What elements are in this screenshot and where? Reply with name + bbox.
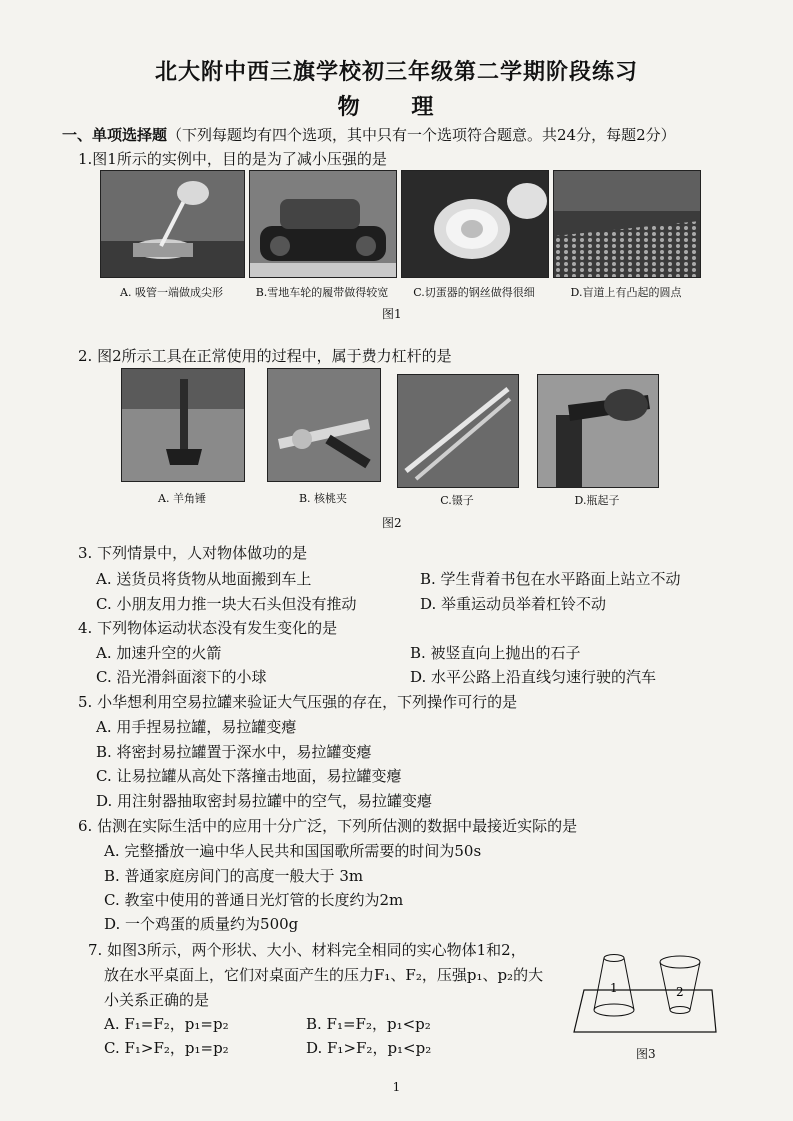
q3-option-a: A. 送货员将货物从地面搬到车上 <box>96 570 312 588</box>
photo-egg-slicer <box>401 170 549 278</box>
q6-option-a: A. 完整播放一遍中华人民共和国国歌所需要的时间为50s <box>104 842 482 860</box>
photo-tactile-paving <box>553 170 701 278</box>
q4-option-a: A. 加速升空的火箭 <box>96 644 222 662</box>
q6-option-d: D. 一个鸡蛋的质量约为500g <box>104 915 299 933</box>
subject-title: 物 理 <box>337 94 456 120</box>
q1-caption-c: C.切蛋器的钢丝做得很细 <box>413 286 535 299</box>
question-5-stem: 5. 小华想利用空易拉罐来验证大气压强的存在，下列操作可行的是 <box>78 693 518 711</box>
q5-option-d: D. 用注射器抽取密封易拉罐中的空气，易拉罐变瘪 <box>96 792 433 810</box>
figure-3-label: 图3 <box>636 1047 656 1061</box>
q2-caption-d: D.瓶起子 <box>574 494 620 507</box>
q5-option-c: C. 让易拉罐从高处下落撞击地面，易拉罐变瘪 <box>96 767 402 785</box>
q6-option-c: C. 教室中使用的普通日光灯管的长度约为2m <box>104 891 404 909</box>
photo-snowmobile <box>249 170 397 278</box>
section-note: （下列每题均有四个选项，其中只有一个选项符合题意。共24分，每题2分） <box>167 126 676 144</box>
q2-caption-c: C.镊子 <box>440 494 474 507</box>
q3-option-d: D. 举重运动员举着杠铃不动 <box>420 595 607 613</box>
question-1-stem: 1.图1所示的实例中，目的是为了减小压强的是 <box>78 150 387 168</box>
q1-caption-a: A. 吸管一端做成尖形 <box>120 286 223 299</box>
question-6-stem: 6. 估测在实际生活中的应用十分广泛，下列所估测的数据中最接近实际的是 <box>78 817 578 835</box>
q3-option-b: B. 学生背着书包在水平路面上站立不动 <box>420 570 681 588</box>
photo-nutcracker <box>267 368 381 482</box>
q7-option-a: A. F₁=F₂，p₁=p₂ <box>104 1015 229 1033</box>
exam-title: 北大附中西三旗学校初三年级第二学期阶段练习 <box>154 59 638 85</box>
q2-caption-b: B. 核桃夹 <box>298 492 348 505</box>
q5-option-b: B. 将密封易拉罐置于深水中，易拉罐变瘪 <box>96 743 372 761</box>
section-heading-text: 一、单项选择题 <box>62 126 168 144</box>
page-number: 1 <box>392 1080 401 1094</box>
q7-option-d: D. F₁>F₂，p₁<p₂ <box>306 1039 432 1057</box>
q4-option-d: D. 水平公路上沿直线匀速行驶的汽车 <box>410 668 657 686</box>
photo-tweezers <box>397 374 519 488</box>
q7-option-c: C. F₁>F₂，p₁=p₂ <box>104 1039 229 1057</box>
figure-2-label: 图2 <box>382 516 402 530</box>
question-7-line-3: 小关系正确的是 <box>104 991 210 1009</box>
figure-3-diagram <box>570 948 720 1040</box>
photo-straw <box>100 170 245 278</box>
q6-option-b: B. 普通家庭房间门的高度一般大于 3m <box>104 867 364 885</box>
question-4-stem: 4. 下列物体运动状态没有发生变化的是 <box>78 619 338 637</box>
photo-claw-hammer <box>121 368 245 482</box>
question-7-line-1: 7. 如图3所示，两个形状、大小、材料完全相同的实心物体1和2， <box>88 941 526 959</box>
q7-option-b: B. F₁=F₂，p₁<p₂ <box>306 1015 431 1033</box>
q4-option-b: B. 被竖直向上抛出的石子 <box>410 644 581 662</box>
object-2-label: 2 <box>676 985 684 999</box>
q3-option-c: C. 小朋友用力推一块大石头但没有推动 <box>96 595 357 613</box>
q5-option-a: A. 用手捏易拉罐，易拉罐变瘪 <box>96 718 297 736</box>
question-2-stem: 2. 图2所示工具在正常使用的过程中，属于费力杠杆的是 <box>78 347 452 365</box>
figure-1-label: 图1 <box>382 307 402 321</box>
q4-option-c: C. 沿光滑斜面滚下的小球 <box>96 668 267 686</box>
q2-caption-a: A. 羊角锤 <box>158 492 206 505</box>
question-7-line-2: 放在水平桌面上，它们对桌面产生的压力F₁、F₂，压强p₁、p₂的大 <box>104 966 544 984</box>
question-3-stem: 3. 下列情景中，人对物体做功的是 <box>78 544 308 562</box>
object-1-label: 1 <box>610 981 618 995</box>
section-heading <box>62 124 676 145</box>
photo-bottle-opener <box>537 374 659 488</box>
q1-caption-b: B.雪地车轮的履带做得较宽 <box>255 286 389 299</box>
q1-caption-d: D.盲道上有凸起的圆点 <box>570 286 682 299</box>
